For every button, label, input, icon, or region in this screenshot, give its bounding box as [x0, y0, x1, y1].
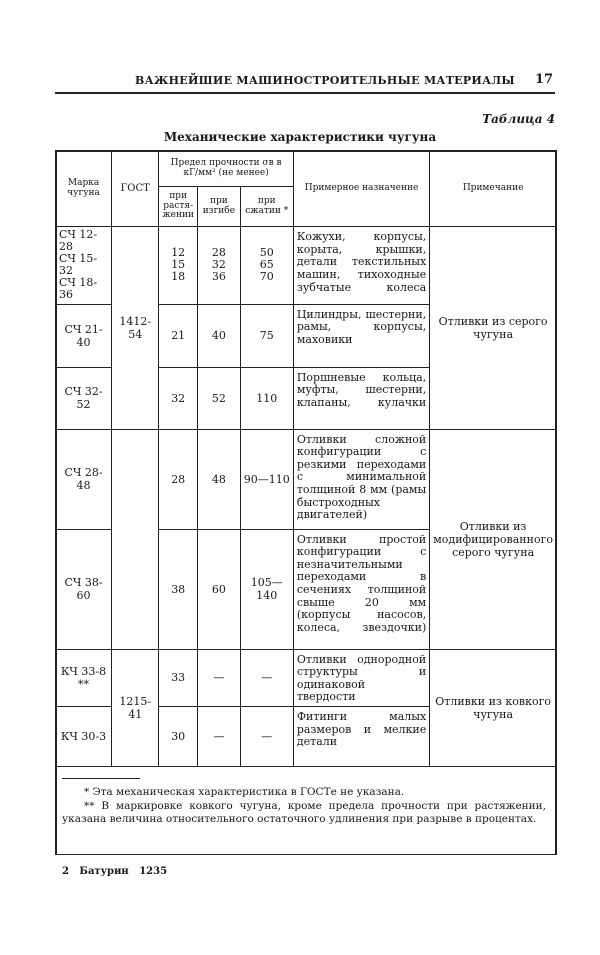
grade-cell: СЧ 12-28 СЧ 15-32 СЧ 18-36 [56, 227, 112, 305]
compression-cell: 75 [240, 304, 293, 367]
table-row [56, 649, 557, 707]
page-number: 17 [535, 72, 554, 87]
footnote-2: ** В маркировке ковкого чугуна, кроме предела прочности при растяжении, указана величина относительного остаточного удлинения при разрыве в процентах. [62, 800, 546, 825]
tension-cell: 33 [159, 649, 198, 707]
note-cell: Отливки из серого чугуна [430, 227, 557, 430]
tension-cell: 38 [159, 529, 198, 649]
purpose-cell: Фитинги малых размеров и мелкие детали [293, 707, 429, 767]
header-rule [55, 92, 555, 94]
header-gost: ГОСТ [112, 151, 159, 227]
header-bending: при изгибе [198, 187, 241, 227]
grade-cell: СЧ 32-52 [56, 367, 112, 429]
tension-cell: 21 [159, 304, 198, 367]
header-note: Примечание [430, 151, 557, 227]
gost-cell: 1412-54 [112, 227, 159, 430]
purpose-cell: Поршневые кольца, муфты, шестерни, клапаны, кулачки [293, 367, 429, 429]
tension-cell: 30 [159, 707, 198, 767]
grade-cell: СЧ 28-48 [56, 429, 112, 529]
tension-cell: 12 15 18 [159, 227, 198, 305]
header-strength: Предел прочности σв в кГ/мм² (не менее) [159, 151, 293, 187]
purpose-cell: Цилиндры, шестерни, рамы, корпусы, маховики [293, 304, 429, 367]
gost-cell-empty [112, 429, 159, 649]
grade-cell: КЧ 30-3 [56, 707, 112, 767]
cast-iron-table [55, 150, 557, 767]
grade-cell: СЧ 38-60 [56, 529, 112, 649]
table-title: Механические характеристики чугуна [163, 130, 437, 144]
bending-cell: — [198, 707, 241, 767]
bending-cell: 48 [198, 429, 241, 529]
purpose-cell: Отливки однородной структуры и одинаковой твердости [293, 649, 429, 707]
purpose-cell: Отливки простой конфигурации с незначительными переходами в сечениях толщиной свыше 20 мм (корпусы насосов, колеса, звездочки) [293, 529, 429, 649]
compression-cell: — [240, 707, 293, 767]
gost-cell: 1215-41 [112, 649, 159, 767]
header-purpose: Примерное назначение [293, 151, 429, 227]
tension-cell: 28 [159, 429, 198, 529]
purpose-cell: Кожухи, корпусы, корыта, крышки, детали текстильных машин, тихоходные зубчатые колеса [293, 227, 429, 305]
bending-cell: 52 [198, 367, 241, 429]
bending-cell: 40 [198, 304, 241, 367]
footnote-rule [62, 778, 140, 779]
table-row [56, 429, 557, 529]
compression-cell: 110 [240, 367, 293, 429]
bending-cell: — [198, 649, 241, 707]
printer-signature: 2 Батурин 1235 [62, 866, 168, 877]
note-cell: Отливки из ковкого чугуна [430, 649, 557, 767]
header-tension: при растя-жении [159, 187, 198, 227]
tension-cell: 32 [159, 367, 198, 429]
table-number: Таблица 4 [482, 112, 555, 126]
compression-cell: 50 65 70 [240, 227, 293, 305]
compression-cell: 90—110 [240, 429, 293, 529]
running-head: ВАЖНЕЙШИЕ МАШИНОСТРОИТЕЛЬНЫЕ МАТЕРИАЛЫ [135, 74, 515, 87]
bending-cell: 60 [198, 529, 241, 649]
compression-cell: 105—140 [240, 529, 293, 649]
purpose-cell: Отливки сложной конфигурации с резкими переходами с минимальной толщиной 8 мм (рамы быстроходных двигателей) [293, 429, 429, 529]
header-compression: при сжатии * [240, 187, 293, 227]
header-grade: Марка чугуна [56, 151, 112, 227]
bending-cell: 28 32 36 [198, 227, 241, 305]
compression-cell: — [240, 649, 293, 707]
table-row [56, 227, 557, 305]
footnote-1: * Эта механическая характеристика в ГОСТе не указана. [84, 786, 405, 798]
grade-cell: СЧ 21-40 [56, 304, 112, 367]
note-cell: Отливки из модифицированного серого чугуна [430, 429, 557, 649]
grade-cell: КЧ 33-8 ** [56, 649, 112, 707]
